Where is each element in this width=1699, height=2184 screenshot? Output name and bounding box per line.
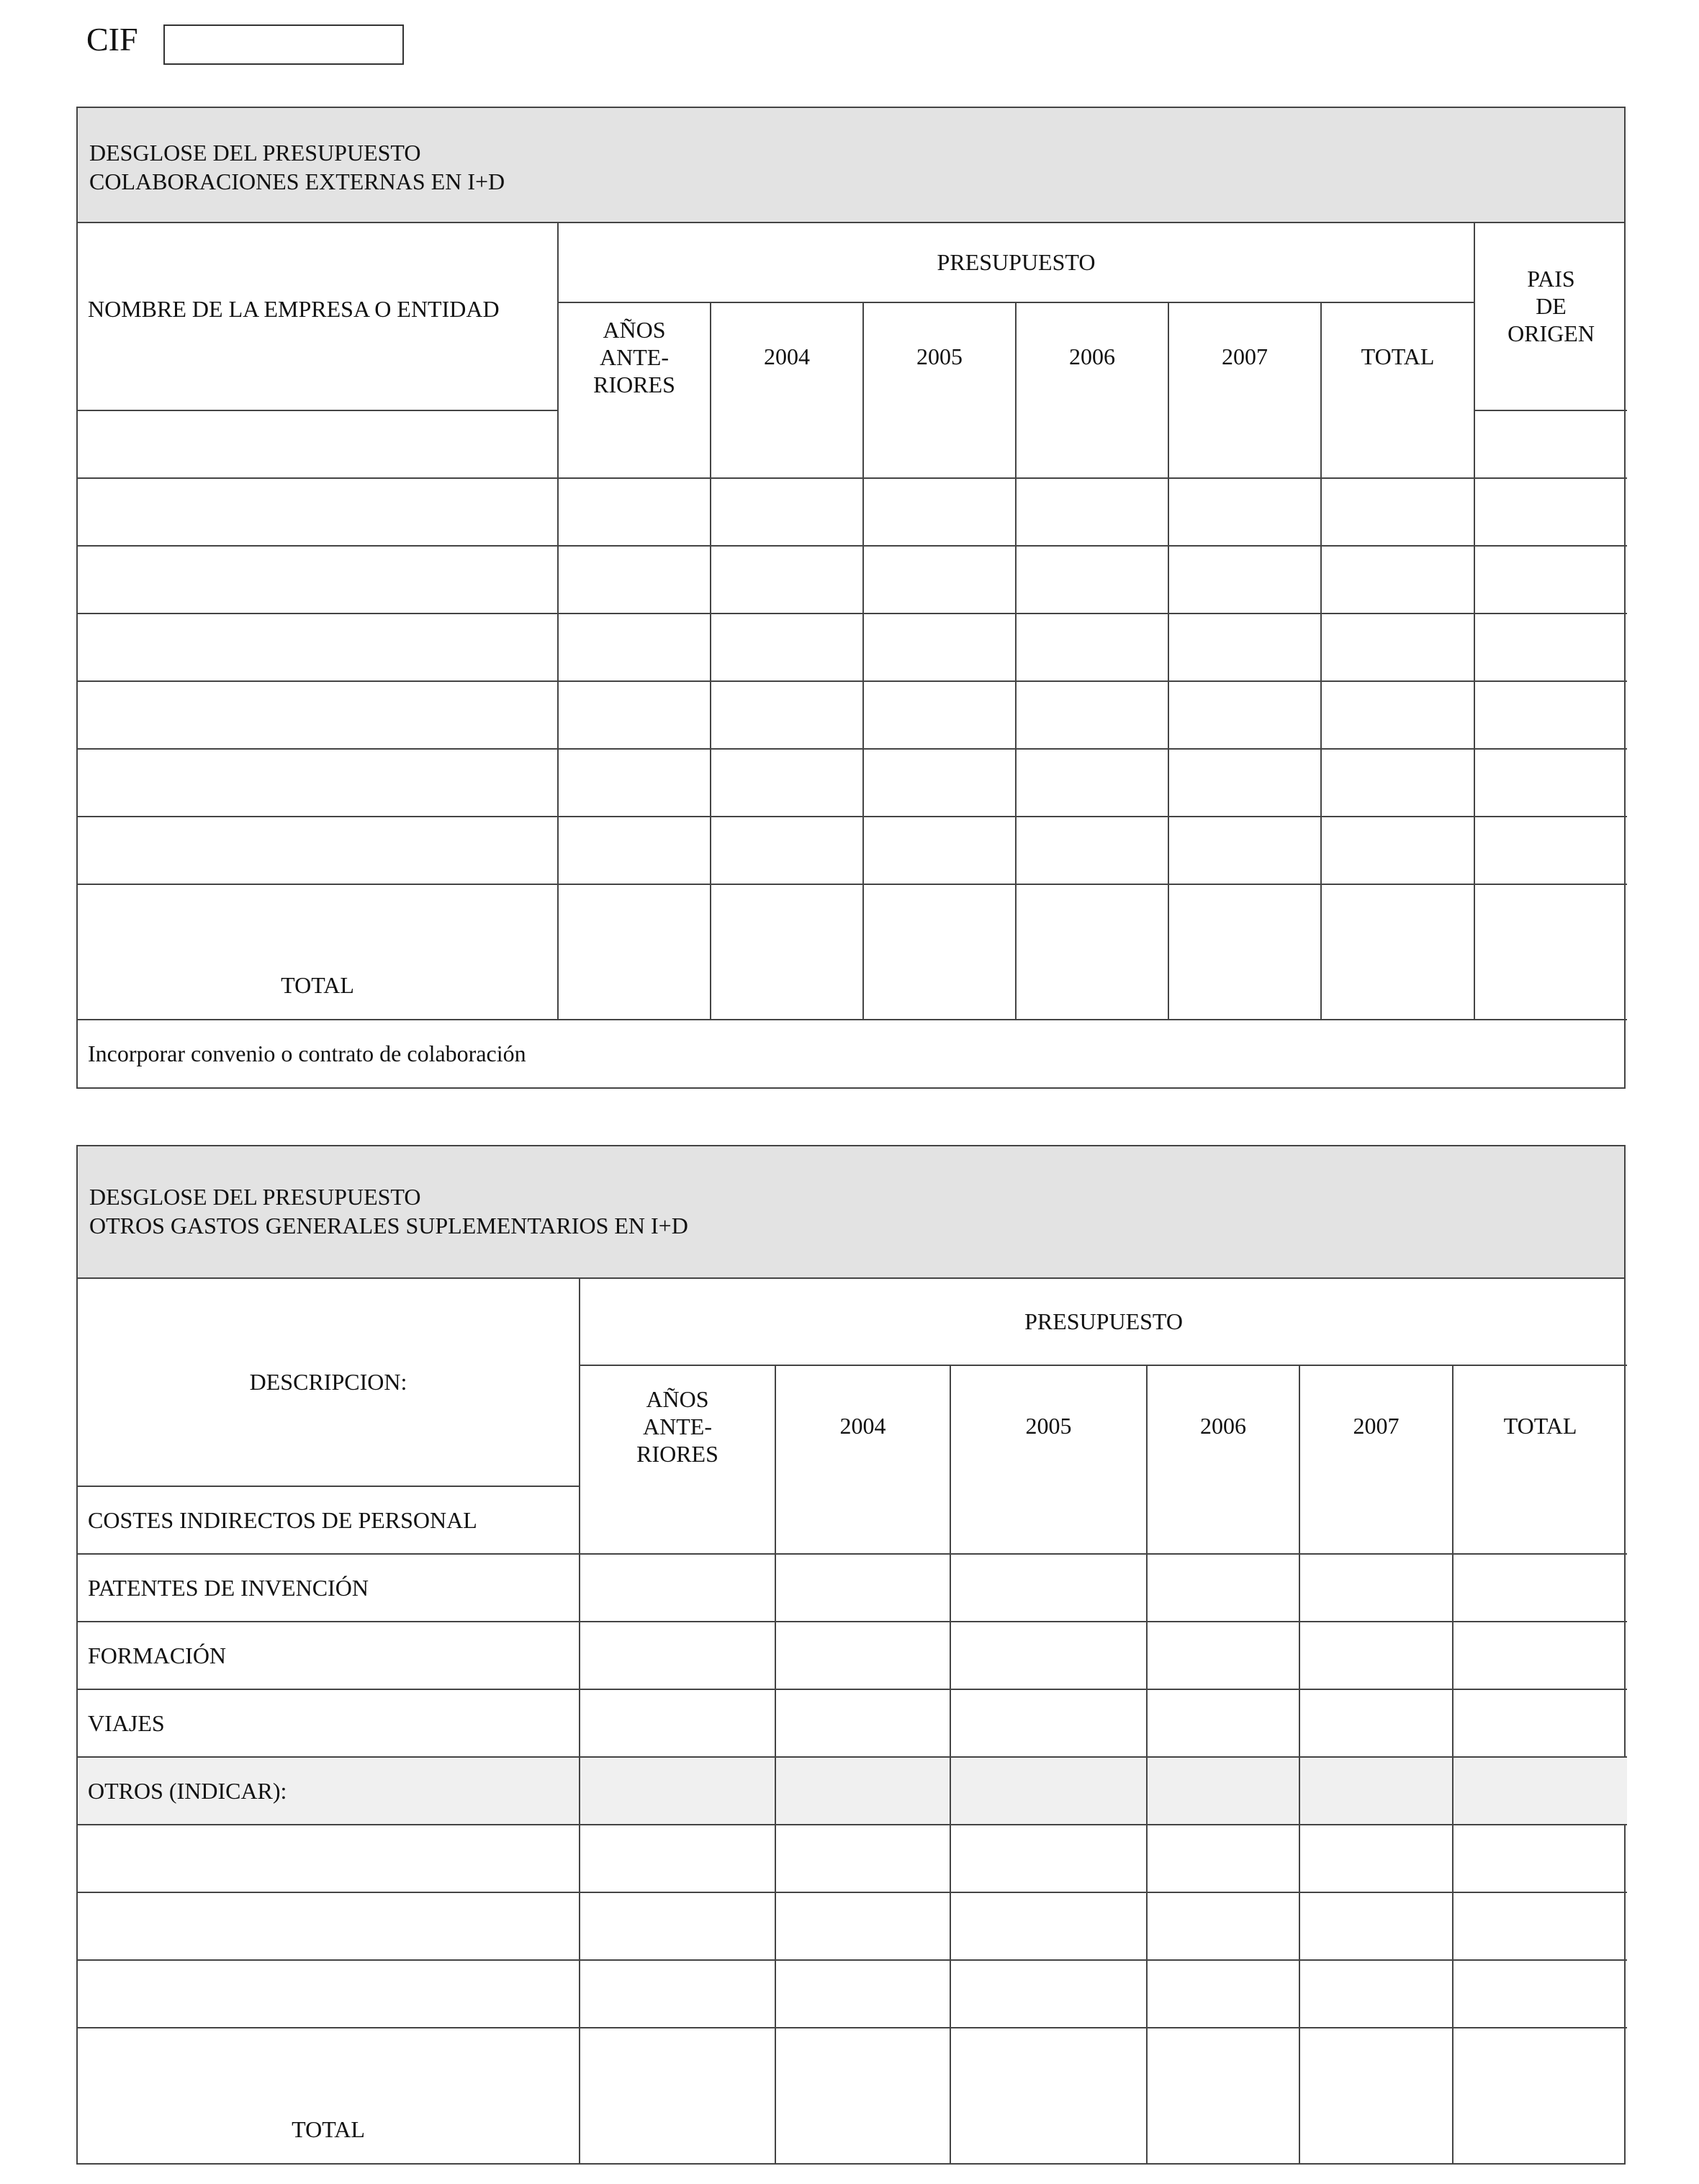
total-cell[interactable]	[1147, 2095, 1299, 2163]
other-expenses-table	[78, 1279, 1627, 2163]
budget-cell[interactable]	[1453, 1622, 1627, 1689]
budget-cell[interactable]	[580, 1689, 775, 1757]
year-2005-header: 2005	[863, 302, 1016, 410]
total-cell[interactable]	[711, 952, 863, 1020]
budget-cell[interactable]	[775, 1757, 950, 1825]
budget-cell[interactable]	[1016, 546, 1168, 614]
budget-cell[interactable]	[580, 1960, 775, 2028]
table-row	[78, 478, 1627, 546]
table-row	[78, 1486, 1627, 1554]
total-cell[interactable]	[1168, 952, 1321, 1020]
collaborations-table	[78, 223, 1627, 1087]
table-row	[78, 1622, 1627, 1689]
budget-cell[interactable]	[1147, 1689, 1299, 1757]
budget-cell[interactable]	[775, 1486, 950, 1554]
budget-cell[interactable]	[863, 681, 1016, 749]
company-name-cell[interactable]	[78, 884, 558, 952]
budget-cell[interactable]	[1147, 1757, 1299, 1825]
budget-cell[interactable]	[863, 749, 1016, 817]
year-2006-header: 2006	[1147, 1365, 1299, 1486]
budget-cell[interactable]	[711, 817, 863, 884]
budget-cell[interactable]	[1299, 1825, 1453, 1892]
company-name-cell[interactable]	[78, 817, 558, 884]
budget-cell[interactable]	[775, 1554, 950, 1622]
budget-cell[interactable]	[1474, 681, 1627, 749]
budget-cell[interactable]	[580, 1554, 775, 1622]
expense-label: OTROS (INDICAR):	[78, 1757, 580, 1825]
budget-cell[interactable]	[950, 1554, 1147, 1622]
budget-cell[interactable]	[558, 614, 711, 681]
budget-cell[interactable]	[950, 2028, 1147, 2095]
company-name-cell[interactable]	[78, 614, 558, 681]
total-header: TOTAL	[1321, 302, 1474, 410]
section1-title-line2: COLABORACIONES EXTERNAS EN I+D	[89, 168, 505, 194]
budget-cell[interactable]	[1453, 1757, 1627, 1825]
budget-cell[interactable]	[1299, 1622, 1453, 1689]
total-cell[interactable]	[580, 2095, 775, 2163]
budget-cell[interactable]	[1016, 410, 1168, 478]
expense-label: PATENTES DE INVENCIÓN	[78, 1554, 580, 1622]
expense-label: FORMACIÓN	[78, 1622, 580, 1689]
budget-cell[interactable]	[1168, 681, 1321, 749]
budget-cell[interactable]	[863, 614, 1016, 681]
budget-cell[interactable]	[558, 546, 711, 614]
total-label: TOTAL	[78, 952, 558, 1020]
budget-cell[interactable]	[863, 884, 1016, 952]
total-cell[interactable]	[1299, 2095, 1453, 2163]
budget-cell[interactable]	[580, 1892, 775, 1960]
budget-cell[interactable]	[711, 546, 863, 614]
budget-cell[interactable]	[1147, 1486, 1299, 1554]
budget-cell[interactable]	[558, 884, 711, 952]
other-description-cell[interactable]	[78, 2028, 580, 2095]
total-cell[interactable]	[1453, 2095, 1627, 2163]
table-row	[78, 410, 1627, 478]
budget-cell[interactable]	[1299, 2028, 1453, 2095]
total-cell[interactable]	[950, 2095, 1147, 2163]
section-other-expenses	[76, 1145, 1626, 2165]
section2-header	[78, 1146, 1624, 1279]
budget-cell[interactable]	[1453, 1554, 1627, 1622]
total-label: TOTAL	[78, 2095, 580, 2163]
budget-cell[interactable]	[863, 478, 1016, 546]
budget-cell[interactable]	[558, 681, 711, 749]
company-name-cell[interactable]	[78, 410, 558, 478]
prev-years-header: AÑOS ANTE- RIORES	[558, 302, 711, 410]
budget-cell[interactable]	[1168, 749, 1321, 817]
year-2004-header: 2004	[775, 1365, 950, 1486]
budget-cell[interactable]	[863, 546, 1016, 614]
budget-cell[interactable]	[1474, 478, 1627, 546]
budget-cell[interactable]	[775, 2028, 950, 2095]
company-name-cell[interactable]	[78, 681, 558, 749]
budget-cell[interactable]	[580, 1757, 775, 1825]
budget-cell[interactable]	[1016, 884, 1168, 952]
budget-cell[interactable]	[1147, 1554, 1299, 1622]
budget-cell[interactable]	[1474, 614, 1627, 681]
budget-cell[interactable]	[1321, 410, 1474, 478]
collaborations-entry-rows	[78, 410, 1627, 952]
budget-cell[interactable]	[1168, 614, 1321, 681]
table-row	[78, 546, 1627, 614]
year-2005-header: 2005	[950, 1365, 1147, 1486]
budget-cell[interactable]	[711, 478, 863, 546]
budget-cell[interactable]	[863, 817, 1016, 884]
budget-cell[interactable]	[1147, 1960, 1299, 2028]
section1-title-line1: DESGLOSE DEL PRESUPUESTO	[89, 140, 421, 166]
cif-input[interactable]	[163, 24, 404, 65]
budget-cell[interactable]	[1474, 546, 1627, 614]
budget-cell[interactable]	[1453, 2028, 1627, 2095]
budget-cell[interactable]	[711, 410, 863, 478]
expense-rows	[78, 1486, 1627, 2095]
budget-cell[interactable]	[1321, 817, 1474, 884]
year-2004-header: 2004	[711, 302, 863, 410]
company-name-cell[interactable]	[78, 546, 558, 614]
budget-cell[interactable]	[1147, 1892, 1299, 1960]
budget-cell[interactable]	[1299, 1689, 1453, 1757]
expenses-total-row	[78, 2095, 1627, 2163]
total-cell[interactable]	[1321, 952, 1474, 1020]
table-row	[78, 1960, 1627, 2028]
budget-cell[interactable]	[950, 1892, 1147, 1960]
budget-cell[interactable]	[1321, 546, 1474, 614]
budget-cell[interactable]	[711, 681, 863, 749]
budget-cell[interactable]	[1016, 478, 1168, 546]
table-row	[78, 884, 1627, 952]
budget-cell[interactable]	[1168, 546, 1321, 614]
budget-cell[interactable]	[1168, 817, 1321, 884]
expense-label: VIAJES	[78, 1689, 580, 1757]
budget-cell[interactable]	[1299, 1892, 1453, 1960]
budget-cell[interactable]	[1147, 1622, 1299, 1689]
budget-cell[interactable]	[580, 2028, 775, 2095]
budget-cell[interactable]	[1168, 478, 1321, 546]
budget-cell[interactable]	[1474, 817, 1627, 884]
budget-cell[interactable]	[775, 1825, 950, 1892]
budget-cell[interactable]	[1321, 681, 1474, 749]
company-name-cell[interactable]	[78, 478, 558, 546]
description-column-header: DESCRIPCION:	[78, 1279, 580, 1486]
year-2006-header: 2006	[1016, 302, 1168, 410]
section2-title-line1: DESGLOSE DEL PRESUPUESTO	[89, 1184, 421, 1210]
budget-cell[interactable]	[558, 410, 711, 478]
budget-cell[interactable]	[558, 478, 711, 546]
budget-cell[interactable]	[775, 1960, 950, 2028]
collaborations-total-row	[78, 952, 1627, 1020]
section1-header	[78, 108, 1624, 223]
budget-cell[interactable]	[1168, 410, 1321, 478]
budget-cell[interactable]	[1453, 1486, 1627, 1554]
budget-cell[interactable]	[1474, 749, 1627, 817]
budget-cell[interactable]	[1453, 1960, 1627, 2028]
budget-cell[interactable]	[1016, 749, 1168, 817]
budget-cell[interactable]	[1168, 884, 1321, 952]
budget-cell[interactable]	[950, 1825, 1147, 1892]
budget-cell[interactable]	[775, 1892, 950, 1960]
budget-cell[interactable]	[1321, 614, 1474, 681]
budget-cell[interactable]	[950, 1689, 1147, 1757]
prev-years-header: AÑOS ANTE- RIORES	[580, 1365, 775, 1486]
budget-cell[interactable]	[711, 749, 863, 817]
budget-cell[interactable]	[950, 1486, 1147, 1554]
budget-cell[interactable]	[580, 1825, 775, 1892]
presupuesto-header: PRESUPUESTO	[580, 1279, 1627, 1365]
budget-cell[interactable]	[1299, 1554, 1453, 1622]
budget-cell[interactable]	[1321, 884, 1474, 952]
total-cell[interactable]	[863, 952, 1016, 1020]
other-description-cell[interactable]	[78, 1825, 580, 1892]
budget-cell[interactable]	[1299, 1757, 1453, 1825]
budget-cell[interactable]	[1453, 1825, 1627, 1892]
company-name-cell[interactable]	[78, 749, 558, 817]
budget-cell[interactable]	[1147, 2028, 1299, 2095]
budget-cell[interactable]	[1299, 1960, 1453, 2028]
cif-label: CIF	[86, 21, 138, 58]
total-cell[interactable]	[1474, 952, 1627, 1020]
budget-cell[interactable]	[558, 749, 711, 817]
table-row	[78, 1825, 1627, 1892]
name-column-header: NOMBRE DE LA EMPRESA O ENTIDAD	[78, 223, 558, 410]
table-row	[78, 1689, 1627, 1757]
budget-cell[interactable]	[950, 1622, 1147, 1689]
budget-cell[interactable]	[1016, 817, 1168, 884]
budget-cell[interactable]	[558, 817, 711, 884]
country-column-header: PAIS DE ORIGEN	[1474, 223, 1627, 410]
budget-cell[interactable]	[1016, 681, 1168, 749]
table-row	[78, 1757, 1627, 1825]
budget-cell[interactable]	[711, 614, 863, 681]
total-cell[interactable]	[1016, 952, 1168, 1020]
budget-cell[interactable]	[950, 1757, 1147, 1825]
total-cell[interactable]	[775, 2095, 950, 2163]
table-row	[78, 614, 1627, 681]
budget-cell[interactable]	[863, 410, 1016, 478]
expense-label: COSTES INDIRECTOS DE PERSONAL	[78, 1486, 580, 1554]
budget-cell[interactable]	[1299, 1486, 1453, 1554]
other-description-cell[interactable]	[78, 1892, 580, 1960]
budget-cell[interactable]	[1453, 1689, 1627, 1757]
budget-cell[interactable]	[775, 1689, 950, 1757]
total-cell[interactable]	[558, 952, 711, 1020]
budget-cell[interactable]	[580, 1622, 775, 1689]
presupuesto-header: PRESUPUESTO	[558, 223, 1474, 302]
budget-cell[interactable]	[711, 884, 863, 952]
table-row	[78, 1554, 1627, 1622]
budget-cell[interactable]	[1321, 749, 1474, 817]
table-row	[78, 1892, 1627, 1960]
budget-cell[interactable]	[775, 1622, 950, 1689]
table-row	[78, 749, 1627, 817]
budget-cell[interactable]	[1453, 1892, 1627, 1960]
budget-cell[interactable]	[950, 1960, 1147, 2028]
other-description-cell[interactable]	[78, 1960, 580, 2028]
table-row	[78, 817, 1627, 884]
section2-title-line2: OTROS GASTOS GENERALES SUPLEMENTARIOS EN I+D	[89, 1213, 688, 1239]
section-external-collaborations	[76, 107, 1626, 1089]
collaboration-note: Incorporar convenio o contrato de colaboración	[78, 1020, 1627, 1087]
budget-cell[interactable]	[1147, 1825, 1299, 1892]
budget-cell[interactable]	[1474, 884, 1627, 952]
budget-cell[interactable]	[1474, 410, 1627, 478]
budget-cell[interactable]	[1016, 614, 1168, 681]
table-row	[78, 681, 1627, 749]
total-header: TOTAL	[1453, 1365, 1627, 1486]
table-row	[78, 2028, 1627, 2095]
year-2007-header: 2007	[1168, 302, 1321, 410]
year-2007-header: 2007	[1299, 1365, 1453, 1486]
budget-cell[interactable]	[1321, 478, 1474, 546]
budget-cell[interactable]	[580, 1486, 775, 1554]
